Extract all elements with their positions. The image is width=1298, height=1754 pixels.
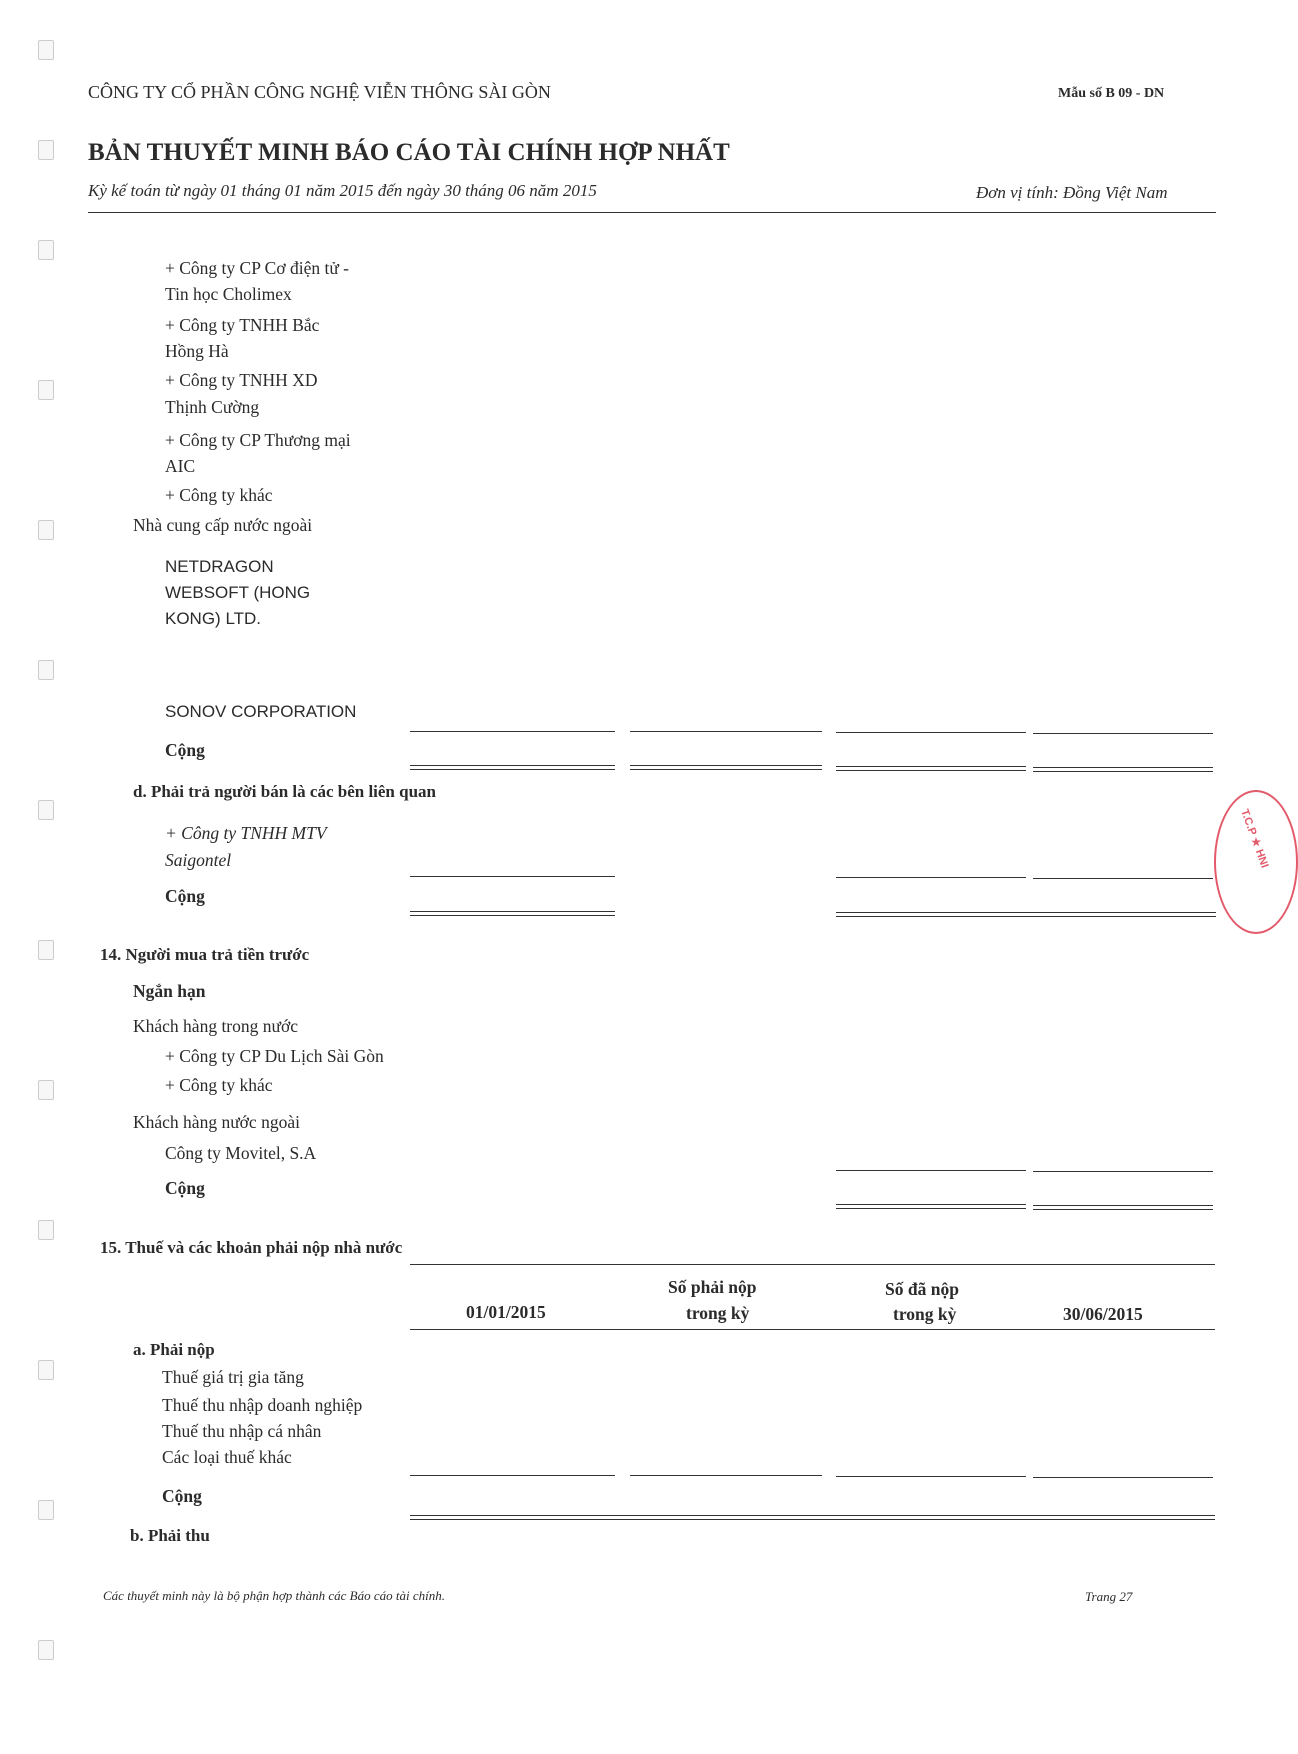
column-header: Số phải nộp xyxy=(668,1277,757,1297)
total-label: Cộng xyxy=(165,886,205,906)
currency-unit: Đơn vị tính: Đồng Việt Nam xyxy=(976,183,1168,202)
row-label: Khách hàng nước ngoài xyxy=(133,1112,300,1132)
company-name: CÔNG TY CỔ PHẦN CÔNG NGHỆ VIỄN THÔNG SÀI GÒN xyxy=(88,82,551,102)
form-number: Mẫu số B 09 - DN xyxy=(1058,86,1165,101)
binding-mark xyxy=(38,1640,54,1660)
subtotal-rule xyxy=(1033,878,1213,879)
total-double-rule xyxy=(1033,767,1213,772)
subtotal-rule xyxy=(630,1475,822,1476)
subtotal-rule xyxy=(836,877,1026,878)
subtotal-rule xyxy=(1033,1171,1213,1172)
binding-mark xyxy=(38,800,54,820)
subtotal-rule xyxy=(836,1476,1026,1477)
row-label: Các loại thuế khác xyxy=(162,1447,292,1467)
row-label: Saigontel xyxy=(165,850,232,870)
binding-mark xyxy=(38,520,54,540)
row-label: Hồng Hà xyxy=(165,341,229,361)
row-label: Nhà cung cấp nước ngoài xyxy=(133,515,313,535)
subtotal-rule xyxy=(836,1170,1026,1171)
row-label: + Công ty khác xyxy=(165,1075,273,1095)
section-heading: d. Phải trả người bán là các bên liên quan xyxy=(133,782,437,801)
row-label: AIC xyxy=(165,456,196,476)
binding-mark xyxy=(38,240,54,260)
page-number: Trang 27 xyxy=(1085,1589,1133,1604)
total-double-rule xyxy=(410,911,615,916)
row-label: NETDRAGON xyxy=(165,557,274,576)
row-label: SONOV CORPORATION xyxy=(165,702,357,721)
binding-mark xyxy=(38,40,54,60)
row-label: Tin học Cholimex xyxy=(165,284,292,304)
total-double-rule xyxy=(836,1204,1026,1209)
total-label: Cộng xyxy=(165,740,205,760)
subsection-heading: b. Phải thu xyxy=(130,1526,210,1545)
subtotal-rule xyxy=(410,1475,615,1476)
binding-mark xyxy=(38,1220,54,1240)
subtotal-rule xyxy=(410,731,615,732)
column-header: trong kỳ xyxy=(686,1303,750,1323)
total-label: Cộng xyxy=(162,1486,202,1506)
row-label: KONG) LTD. xyxy=(165,609,262,628)
row-label: + Công ty TNHH Bắc xyxy=(165,315,320,335)
row-label: + Công ty CP Thương mại xyxy=(165,430,351,450)
row-label: + Công ty TNHH MTV xyxy=(165,823,327,843)
column-header: 30/06/2015 xyxy=(1063,1304,1143,1324)
subtotal-rule xyxy=(410,876,615,877)
row-label: Công ty Movitel, S.A xyxy=(165,1143,317,1163)
total-double-rule xyxy=(630,765,822,770)
company-seal xyxy=(1214,790,1298,934)
column-header: trong kỳ xyxy=(893,1304,957,1324)
total-double-rule xyxy=(1033,1205,1213,1210)
row-label: + Công ty TNHH XD xyxy=(165,370,318,390)
binding-mark xyxy=(38,660,54,680)
row-label: Khách hàng trong nước xyxy=(133,1016,299,1036)
column-header: 01/01/2015 xyxy=(466,1302,546,1322)
footer-note: Các thuyết minh này là bộ phận hợp thành các Báo cáo tài chính. xyxy=(103,1588,445,1603)
header-top-rule xyxy=(410,1264,1215,1265)
total-double-rule xyxy=(410,1515,1215,1520)
binding-mark xyxy=(38,940,54,960)
binding-mark xyxy=(38,1080,54,1100)
subtotal-rule xyxy=(836,732,1026,733)
binding-mark xyxy=(38,140,54,160)
binding-mark xyxy=(38,380,54,400)
total-label: Cộng xyxy=(165,1178,205,1198)
subsection-heading: a. Phải nộp xyxy=(133,1340,215,1359)
section-heading: 15. Thuế và các khoản phải nộp nhà nước xyxy=(100,1238,403,1257)
row-label: + Công ty khác xyxy=(165,485,273,505)
binding-mark xyxy=(38,1360,54,1380)
binding-mark xyxy=(38,1500,54,1520)
row-label: + Công ty CP Cơ điện tử - xyxy=(165,258,350,278)
subtotal-rule xyxy=(1033,1477,1213,1478)
row-label: Ngắn hạn xyxy=(133,981,206,1001)
row-label: Thuế thu nhập doanh nghiệp xyxy=(162,1395,363,1415)
subtotal-rule xyxy=(630,731,822,732)
seal-text: T.C.P ★ HNI xyxy=(1238,807,1271,870)
row-label: WEBSOFT (HONG xyxy=(165,583,311,602)
row-label: + Công ty CP Du Lịch Sài Gòn xyxy=(165,1046,384,1066)
total-double-rule xyxy=(410,765,615,770)
header-bottom-rule xyxy=(410,1329,1215,1330)
section-heading: 14. Người mua trả tiền trước xyxy=(100,945,310,964)
header-rule xyxy=(88,212,1216,213)
report-title: BẢN THUYẾT MINH BÁO CÁO TÀI CHÍNH HỢP NHẤT xyxy=(88,139,730,166)
row-label: Thuế thu nhập cá nhân xyxy=(162,1421,322,1441)
total-double-rule xyxy=(836,912,1216,917)
row-label: Thịnh Cường xyxy=(165,397,260,417)
subtotal-rule xyxy=(1033,733,1213,734)
row-label: Thuế giá trị gia tăng xyxy=(162,1367,304,1387)
column-header: Số đã nộp xyxy=(885,1279,959,1299)
total-double-rule xyxy=(836,766,1026,771)
report-period: Kỳ kế toán từ ngày 01 tháng 01 năm 2015 đến ngày 30 tháng 06 năm 2015 xyxy=(88,181,597,200)
